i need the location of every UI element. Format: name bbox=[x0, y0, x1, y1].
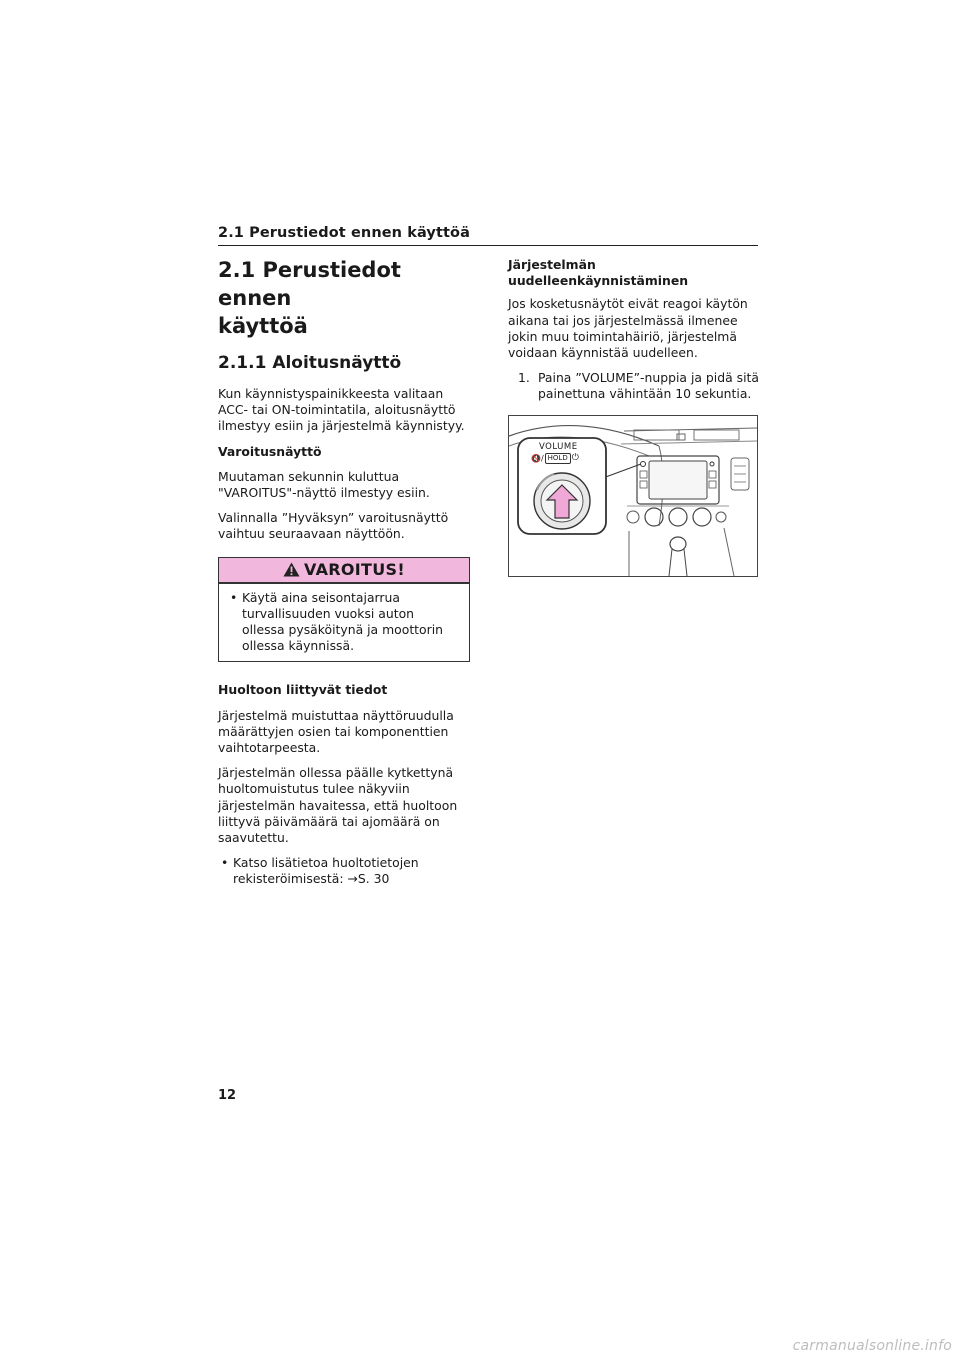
warning-triangle-icon bbox=[283, 562, 300, 577]
restart-heading: Järjestelmän uudelleenkäynnistäminen bbox=[508, 257, 689, 289]
restart-paragraph: Jos kosketusnäytöt eivät reagoi käytön aikana tai jos järjestelmässä ilmenee jokin muu toimintahäiriö, järjestelmä voidaan käynnistää uudelleen. bbox=[508, 296, 748, 361]
volume-symbols bbox=[531, 453, 579, 464]
dashboard-drawing bbox=[509, 416, 757, 576]
warning-screen-heading: Varoitusnäyttö bbox=[218, 443, 322, 459]
volume-knob-illustration bbox=[508, 415, 758, 577]
power-icon: ⏻ bbox=[571, 453, 579, 464]
warning-screen-paragraph-1: Muutaman sekunnin kuluttua "VAROITUS"-näyttö ilmestyy esiin. bbox=[218, 468, 430, 501]
right-column bbox=[508, 257, 760, 577]
running-header: 2.1 Perustiedot ennen käyttöä bbox=[218, 225, 758, 246]
chapter-title bbox=[218, 256, 470, 340]
warning-box-title: VAROITUS! bbox=[304, 560, 405, 580]
page-number: 12 bbox=[218, 1088, 237, 1103]
mute-icon: 🔇/ bbox=[531, 453, 544, 463]
maintenance-bullet: • Katso lisätietoa huoltotietojen rekisteröimisestä: →S. 30 bbox=[218, 855, 470, 887]
chapter-title-line2: käyttöä bbox=[218, 314, 308, 338]
step-number: 1. bbox=[518, 370, 530, 386]
maintenance-paragraph-1: Järjestelmä muistuttaa näyttöruudulla määrättyjen osien tai komponenttien vaihtotarpeesta. bbox=[218, 707, 454, 756]
warning-box bbox=[218, 557, 470, 663]
warning-box-body bbox=[219, 584, 469, 662]
warning-screen-paragraph-2: Valinnalla ”Hyväksyn” varoitusnäyttö vaihtuu seuraavaan näyttöön. bbox=[218, 510, 449, 542]
warning-bullet: • Käytä aina seisontajarrua turvallisuuden vuoksi auton ollessa pysäköitynä ja moottorin ollessa käynnissä. bbox=[227, 590, 459, 655]
intro-paragraph: Kun käynnistyspainikkeesta valitaan ACC- tai ON-toimintatila, aloitusnäyttö ilmestyy esiin ja järjestelmä käynnistyy. bbox=[218, 386, 465, 434]
chapter-title-line1: 2.1 Perustiedot ennen bbox=[218, 258, 401, 310]
hold-label: HOLD bbox=[545, 453, 571, 464]
left-column bbox=[218, 256, 470, 897]
section-title: 2.1.1 Aloitusnäyttö bbox=[218, 353, 402, 373]
maintenance-paragraph-2: Järjestelmän ollessa päälle kytkettynä huoltomuistutus tulee näkyviin järjestelmän havaitessa, että huoltoon liittyvä päivämäärä tai ajomäärä on saavutettu. bbox=[218, 765, 458, 846]
step-text: Paina ”VOLUME”-nuppia ja pidä sitä painettuna vähintään 10 sekuntia. bbox=[538, 370, 759, 402]
restart-step bbox=[508, 370, 760, 402]
volume-label: VOLUME bbox=[539, 441, 578, 452]
warning-box-header bbox=[219, 558, 469, 584]
maintenance-heading: Huoltoon liittyvät tiedot bbox=[218, 682, 388, 698]
watermark: carmanualsonline.info bbox=[792, 1338, 952, 1354]
